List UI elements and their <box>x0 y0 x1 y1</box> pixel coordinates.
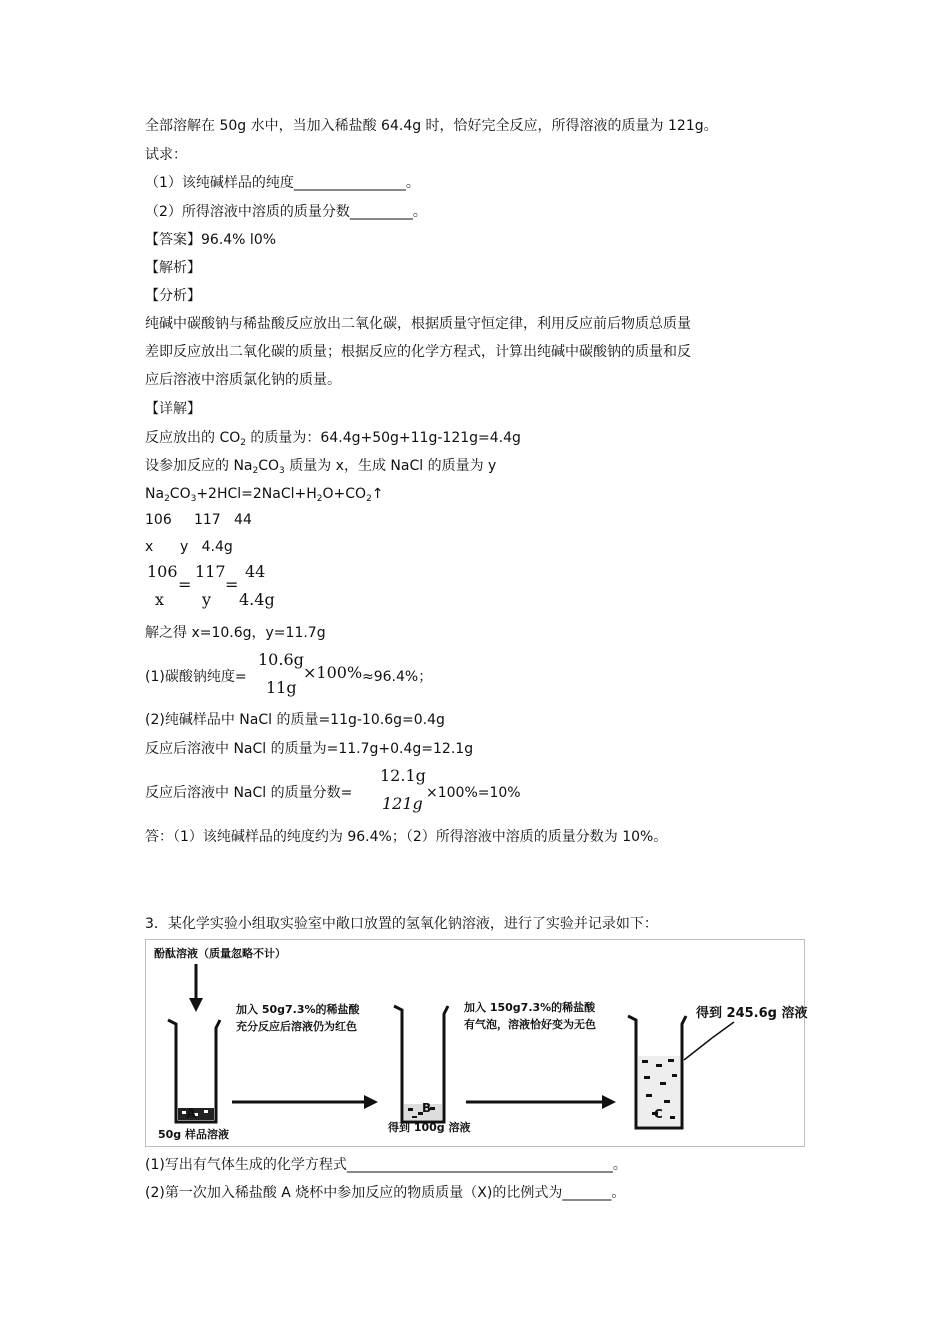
co2-mass-line: 反应放出的 $CO_2$ 的质量为：64.4g+50g+11g-121g=4.4g <box>145 430 521 448</box>
equals-sign: = <box>178 575 192 594</box>
process-arrow-1-head <box>364 1095 378 1109</box>
nacl-sample-mass: (2)纯碱样品中 NaCl 的质量=11g-10.6g=0.4g <box>145 712 445 728</box>
beaker-a-label: A <box>186 1107 197 1122</box>
mass-fraction-label: 反应后溶液中 NaCl 的质量分数= <box>145 785 353 801</box>
nacl-solution-mass: 反应后溶液中 NaCl 的质量为=11.7g+0.4g=12.1g <box>145 741 474 757</box>
fraction-denominator: 4.4g <box>239 590 275 609</box>
experiment-figure <box>145 939 808 1147</box>
process-arrow-2-head <box>602 1095 616 1109</box>
variable-setup-line: 设参加反应的 $Na_2CO_3$ 质量为 x，生成 NaCl 的质量为 y <box>145 458 497 476</box>
fraction-denominator: 121g <box>382 794 423 813</box>
problem-text-line: 全部溶解在 50g 水中，当加入稀盐酸 64.4g 时，恰好完全反应，所得溶液的质量为 121g。 <box>145 118 718 134</box>
experiment-diagram <box>146 940 804 1146</box>
xiangjie-heading: 【详解】 <box>145 401 201 417</box>
fraction-denominator: y <box>202 590 212 609</box>
indicator-note: 酚酞溶液（质量忽略不计） <box>154 947 286 960</box>
leader-line <box>712 1022 734 1038</box>
fraction-numerator: 10.6g <box>258 650 304 669</box>
dropper-arrowhead <box>189 998 203 1012</box>
problem-prompt: 试求： <box>145 147 187 163</box>
fenxi-heading: 【分析】 <box>145 288 201 304</box>
fraction-numerator: 117 <box>195 562 226 581</box>
fraction-denominator: 11g <box>266 678 297 697</box>
fraction-numerator: 12.1g <box>380 766 426 785</box>
fraction-numerator: 106 <box>147 562 178 581</box>
purity-fraction <box>258 650 368 700</box>
problem-3-title: 3．某化学实验小组取实验室中敞口放置的氢氧化钠溶液，进行了实验并记录如下： <box>145 916 658 932</box>
step-2-reagent: 加入 150g7.3%的稀盐酸 <box>464 1001 596 1014</box>
solution-line: 解之得 x=10.6g，y=11.7g <box>145 625 326 641</box>
analysis-line-1: 纯碱中碳酸钠与稀盐酸反应放出二氧化碳，根据质量守恒定律，利用反应前后物质总质量 <box>145 316 691 332</box>
beaker-b <box>394 1006 448 1122</box>
analysis-line-3: 应后溶液中溶质氯化钠的质量。 <box>145 372 341 388</box>
step-1-observation: 充分反应后溶液仍为红色 <box>236 1020 357 1033</box>
question-1: （1）该纯碱样品的纯度________________。 <box>145 175 420 191</box>
result-label: 得到 245.6g 溶液 <box>696 1006 808 1021</box>
beaker-b-label: B <box>422 1101 432 1115</box>
proportion-equation <box>145 562 285 614</box>
beaker-c-label: C <box>654 1107 663 1121</box>
molar-mass-row: 106 117 44 <box>145 512 252 528</box>
question-2: （2）所得溶液中溶质的质量分数_________。 <box>145 204 427 220</box>
chemical-equation: $Na_2CO_3+2HCl=2NaCl+H_2O+CO_2↑$ <box>145 486 384 504</box>
beaker-a-caption: 50g 样品溶液 <box>158 1128 230 1141</box>
beaker-b-caption: 得到 100g 溶液 <box>388 1121 471 1134</box>
leader-line <box>684 1038 712 1060</box>
mass-fraction-result: ×100%=10% <box>426 785 521 801</box>
final-answer: 答：（1）该纯碱样品的纯度约为 96.4%；（2）所得溶液中溶质的质量分数为 10%。 <box>145 829 668 845</box>
fraction-denominator: x <box>155 590 165 609</box>
purity-result: ≈96.4%； <box>362 669 433 685</box>
problem-3-question-1: (1)写出有气体生成的化学方程式______________________________________。 <box>145 1157 627 1173</box>
step-1-reagent: 加入 50g7.3%的稀盐酸 <box>236 1003 360 1016</box>
problem-3-question-2: (2)第一次加入稀盐酸 A 烧杯中参加反应的物质质量（X)的比例式为_______。 <box>145 1185 626 1201</box>
equals-sign: = <box>225 575 239 594</box>
percent-factor: ×100% <box>303 663 363 682</box>
purity-label: (1)碳酸钠纯度= <box>145 669 247 685</box>
step-2-observation: 有气泡，溶液恰好变为无色 <box>464 1018 596 1031</box>
variable-row: x y 4.4g <box>145 539 233 555</box>
analysis-line-2: 差即反应放出二氧化碳的质量；根据反应的化学方程式，计算出纯碱中碳酸钠的质量和反 <box>145 344 691 360</box>
jiexi-heading: 【解析】 <box>145 260 201 276</box>
fraction-numerator: 44 <box>245 562 266 581</box>
answer: 【答案】96.4% l0% <box>145 232 277 248</box>
mass-fraction-fraction <box>380 766 424 816</box>
